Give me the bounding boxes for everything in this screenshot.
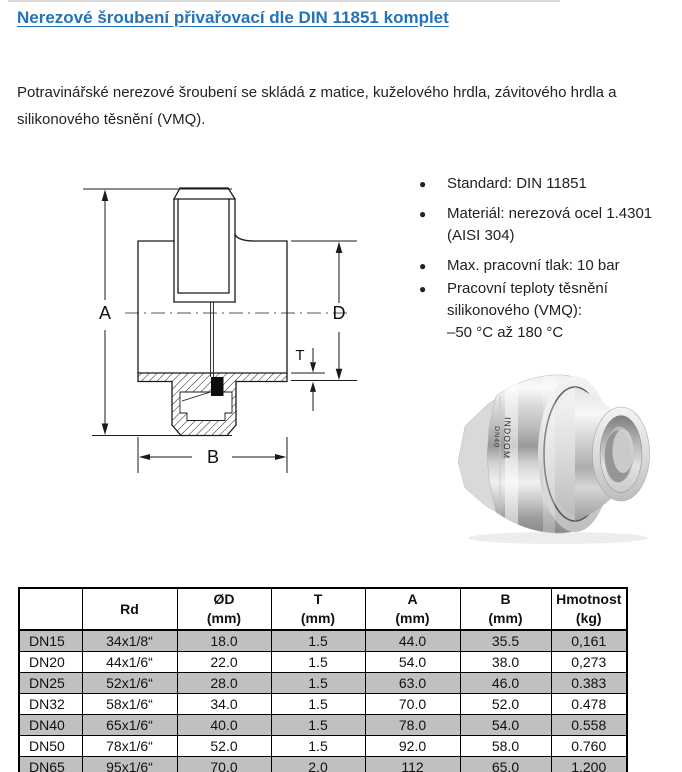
- table-cell: DN25: [19, 673, 82, 694]
- table-cell: DN20: [19, 652, 82, 673]
- intro-paragraph: Potravinářské nerezové šroubení se skládá z matice, kuželového hrdla, závitového hrdla a silikonového těsnění (VMQ).: [17, 84, 617, 128]
- table-cell: 1.5: [271, 715, 365, 736]
- table-cell: 65x1/6“: [82, 715, 177, 736]
- table-header-cell: [19, 588, 82, 630]
- table-row: [19, 715, 627, 736]
- spec-line: Materiál: nerezová ocel 1.4301: [447, 205, 653, 222]
- table-cell: 52x1/6“: [82, 673, 177, 694]
- spec-line: (AISI 304): [447, 227, 515, 244]
- dimensions-table: [18, 587, 628, 772]
- table-cell: 2.0: [271, 757, 365, 772]
- bullet-icon: ●: [419, 282, 427, 296]
- spec-item: [418, 203, 682, 247]
- table-cell: 34x1/8“: [82, 630, 177, 652]
- bullet-icon: ●: [419, 259, 427, 273]
- table-header-cell: Hmotnost (kg): [551, 588, 627, 630]
- table-cell: DN32: [19, 694, 82, 715]
- dim-label-a: A: [98, 303, 112, 323]
- table-cell: 58.0: [460, 736, 551, 757]
- table-cell: 28.0: [177, 673, 271, 694]
- spec-item: [418, 173, 682, 195]
- engraving-text: INDOOM: [501, 416, 513, 460]
- table-row: [19, 757, 627, 772]
- table-cell: 0.383: [551, 673, 627, 694]
- dim-label-t: T: [295, 347, 305, 364]
- table-row: [19, 694, 627, 715]
- table-cell: 38.0: [460, 652, 551, 673]
- table-cell: 40.0: [177, 715, 271, 736]
- table-cell: 70.0: [177, 757, 271, 772]
- table-cell: 0,161: [551, 630, 627, 652]
- table-cell: 65.0: [460, 757, 551, 772]
- spec-line: Pracovní teploty těsnění: [447, 280, 608, 297]
- table-cell: 22.0: [177, 652, 271, 673]
- table-cell: 0,273: [551, 652, 627, 673]
- table-cell: 44x1/6“: [82, 652, 177, 673]
- table-header-cell: A (mm): [365, 588, 460, 630]
- table-cell: 1.5: [271, 652, 365, 673]
- spec-line: silikonového (VMQ):: [447, 302, 583, 319]
- dim-label-b: B: [206, 447, 220, 467]
- table-cell: DN40: [19, 715, 82, 736]
- table-cell: 95x1/6“: [82, 757, 177, 772]
- table-cell: 78x1/6“: [82, 736, 177, 757]
- table-cell: 0.760: [551, 736, 627, 757]
- table-cell: 58x1/6“: [82, 694, 177, 715]
- table-cell: 54.0: [365, 652, 460, 673]
- table-cell: 1.5: [271, 736, 365, 757]
- table-header-cell: T (mm): [271, 588, 365, 630]
- table-row: [19, 652, 627, 673]
- table-cell: 34.0: [177, 694, 271, 715]
- table-cell: 92.0: [365, 736, 460, 757]
- table-cell: 46.0: [460, 673, 551, 694]
- spec-line: Standard: DIN 11851: [447, 175, 587, 192]
- table-cell: 18.0: [177, 630, 271, 652]
- spec-item: [418, 255, 682, 277]
- table-cell: DN15: [19, 630, 82, 652]
- spec-list: [418, 170, 682, 344]
- table-cell: 63.0: [365, 673, 460, 694]
- table-cell: DN50: [19, 736, 82, 757]
- spec-line: Max. pracovní tlak: 10 bar: [447, 257, 620, 274]
- table-header-cell: B (mm): [460, 588, 551, 630]
- spec-line: –50 °C až 180 °C: [447, 324, 564, 341]
- table-cell: 44.0: [365, 630, 460, 652]
- table-cell: 54.0: [460, 715, 551, 736]
- table-cell: 52.0: [177, 736, 271, 757]
- engraving-text: DN40: [492, 425, 500, 449]
- gasket-section: [211, 377, 224, 396]
- table-cell: 1.5: [271, 673, 365, 694]
- table-cell: 35.5: [460, 630, 551, 652]
- table-header-cell: ØD (mm): [177, 588, 271, 630]
- bullet-icon: ●: [419, 207, 427, 221]
- table-cell: 1.5: [271, 630, 365, 652]
- top-edge-artifact: [8, 0, 560, 2]
- table-row: [19, 736, 627, 757]
- table-row: [19, 630, 627, 652]
- table-cell: 0.558: [551, 715, 627, 736]
- technical-drawing: [80, 170, 380, 490]
- table-cell: 1.5: [271, 694, 365, 715]
- table-cell: DN65: [19, 757, 82, 772]
- page-title[interactable]: Nerezové šroubení přivařovací dle DIN 11851 komplet: [17, 8, 449, 27]
- table-cell: 112: [365, 757, 460, 772]
- table-cell: 0.478: [551, 694, 627, 715]
- bullet-icon: ●: [419, 177, 427, 191]
- table-cell: 52.0: [460, 694, 551, 715]
- table-header-cell: Rd: [82, 588, 177, 630]
- table-row: [19, 673, 627, 694]
- table-cell: 70.0: [365, 694, 460, 715]
- product-photo: [448, 362, 663, 547]
- spec-item: [418, 278, 682, 344]
- table-cell: 1.200: [551, 757, 627, 772]
- table-cell: 78.0: [365, 715, 460, 736]
- table-header-row: [19, 588, 627, 630]
- dim-label-d: D: [332, 303, 346, 323]
